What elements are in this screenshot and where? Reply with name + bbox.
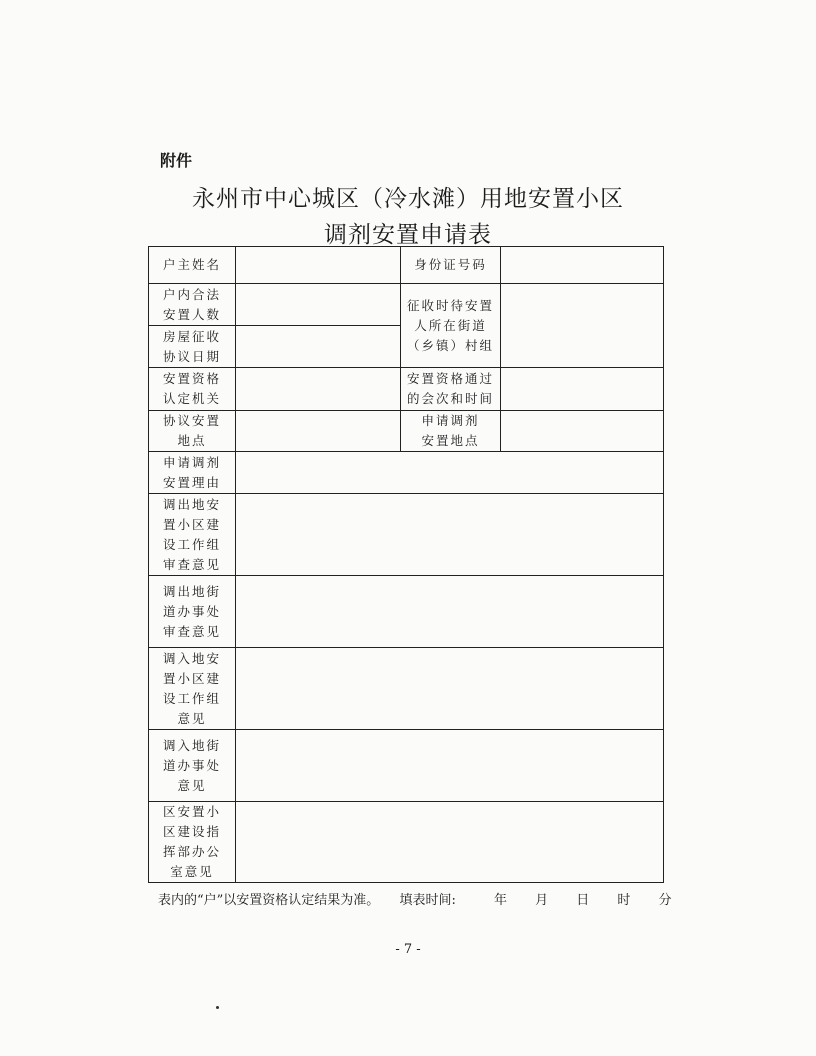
district-hq-opinion-field[interactable] — [236, 802, 664, 883]
reason-field[interactable] — [236, 452, 664, 494]
table-row — [149, 284, 664, 326]
qualification-authority-field[interactable] — [236, 368, 401, 411]
page-number: - 7 - — [395, 942, 421, 957]
attachment-label: 附件 — [160, 151, 193, 170]
district-hq-opinion-label: 区安置小 区建设指 挥部办公 室意见 — [149, 802, 236, 883]
agreement-location-label: 协议安置 地点 — [149, 411, 236, 452]
in-workgroup-opinion-field[interactable] — [236, 648, 664, 730]
in-office-opinion-label: 调入地街 道办事处 意见 — [149, 730, 236, 802]
household-count-field[interactable] — [236, 284, 401, 326]
requested-location-label: 申请调剂 安置地点 — [401, 411, 501, 452]
village-group-label: 征收时待安置 人所在街道 （乡镇）村组 — [401, 284, 501, 368]
form-title-line2: 调剂安置申请表 — [324, 222, 492, 248]
table-row — [149, 730, 664, 802]
household-count-label: 户内合法 安置人数 — [149, 284, 236, 326]
out-office-opinion-field[interactable] — [236, 576, 664, 648]
fill-time-label: 填表时间: — [399, 893, 456, 908]
id-number-field[interactable] — [501, 247, 664, 284]
meeting-time-field[interactable] — [501, 368, 664, 411]
table-row — [149, 452, 664, 494]
owner-name-label: 户主姓名 — [149, 247, 236, 284]
table-row — [149, 368, 664, 411]
requested-location-field[interactable] — [501, 411, 664, 452]
meeting-time-label: 安置资格通过 的会次和时间 — [401, 368, 501, 411]
agreement-date-label: 房屋征收 协议日期 — [149, 326, 236, 368]
table-row — [149, 411, 664, 452]
application-form-table — [148, 246, 664, 883]
table-row — [149, 576, 664, 648]
in-office-opinion-field[interactable] — [236, 730, 664, 802]
in-workgroup-opinion-label: 调入地安 置小区建 设工作组 意见 — [149, 648, 236, 730]
form-footer — [158, 889, 684, 908]
table-row — [149, 494, 664, 576]
reason-label: 申请调剂 安置理由 — [149, 452, 236, 494]
table-row — [149, 247, 664, 284]
qualification-authority-label: 安置资格 认定机关 — [149, 368, 236, 411]
form-title-line1: 永州市中心城区（冷水滩）用地安置小区 — [192, 186, 624, 212]
fill-time-units: 年 月 日 时 分 — [493, 893, 684, 908]
owner-name-field[interactable] — [236, 247, 401, 284]
scan-speck — [216, 1006, 219, 1009]
out-office-opinion-label: 调出地街 道办事处 审查意见 — [149, 576, 236, 648]
id-number-label: 身份证号码 — [401, 247, 501, 284]
out-workgroup-opinion-field[interactable] — [236, 494, 664, 576]
table-row — [149, 802, 664, 883]
agreement-date-field[interactable] — [236, 326, 401, 368]
out-workgroup-opinion-label: 调出地安 置小区建 设工作组 审查意见 — [149, 494, 236, 576]
table-row — [149, 648, 664, 730]
footer-note: 表内的“户”以安置资格认定结果为准。 — [158, 893, 380, 908]
village-group-field[interactable] — [501, 284, 664, 368]
agreement-location-field[interactable] — [236, 411, 401, 452]
